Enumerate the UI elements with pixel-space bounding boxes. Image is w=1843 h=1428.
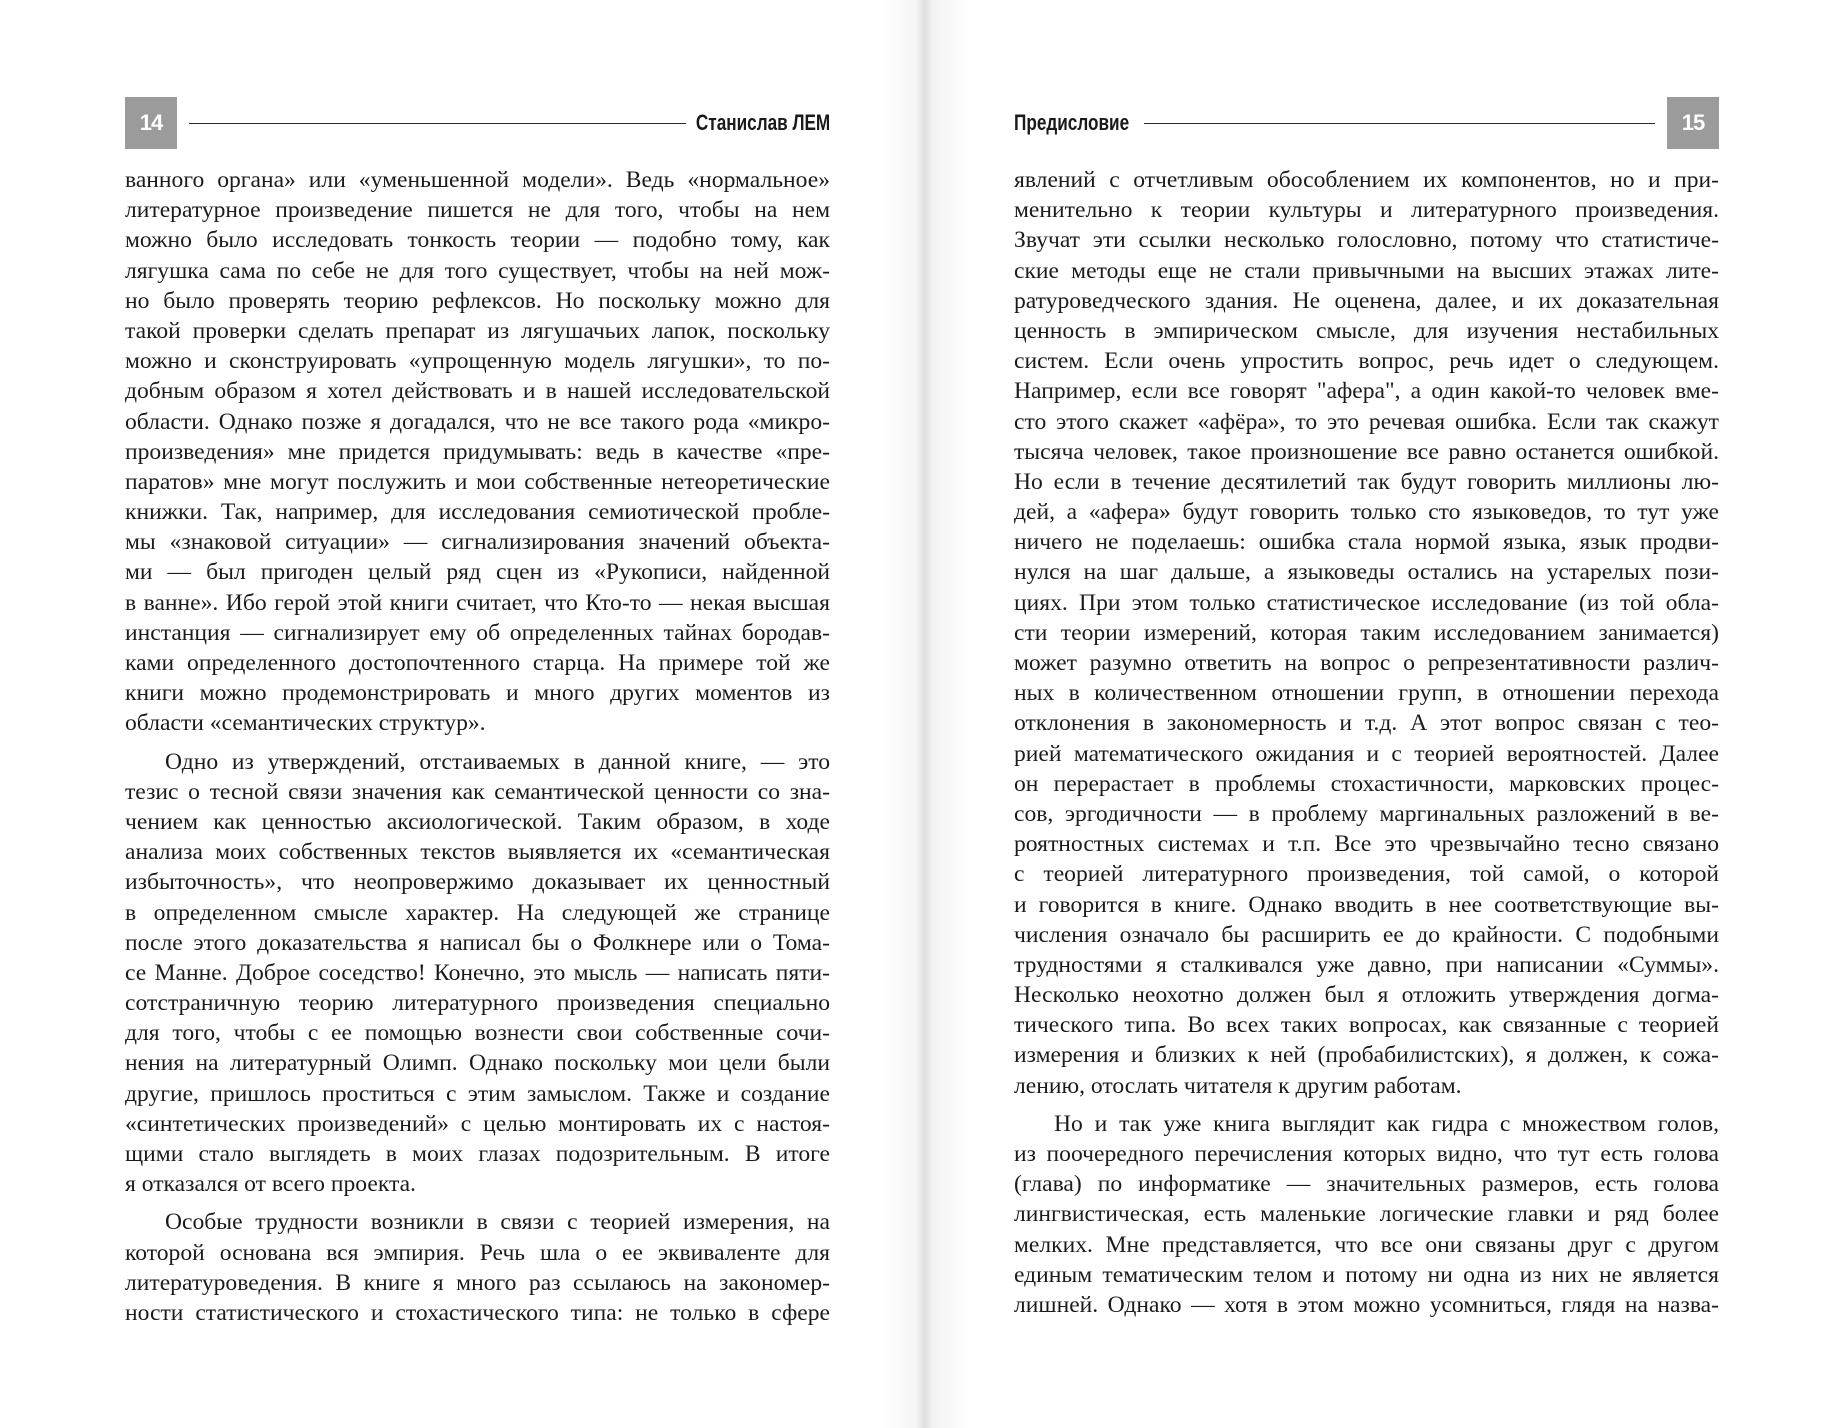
text-line: паратов» мне могут послужить и мои собственные нетеоретические <box>125 468 830 495</box>
text-line: избыточность», что неопровержимо доказывает их ценностный <box>125 869 830 896</box>
text-line: тического типа. Во всех таких вопросах, как связанные с теорией <box>1014 1012 1719 1039</box>
left-page-body <box>125 165 830 1328</box>
text-line: лингвистическая, есть маленькие логические главки и ряд более <box>1014 1201 1719 1228</box>
right-page-header <box>1014 97 1719 149</box>
text-line: систем. Если очень упростить вопрос, речь идет о следующем. <box>1014 348 1719 375</box>
right-page <box>922 0 1843 1428</box>
text-line: другие, пришлось проститься с этим замыслом. Также и создание <box>125 1080 830 1107</box>
text-line: щими стало выглядеть в моих глазах подозрительным. В итоге <box>125 1141 830 1167</box>
text-line: добным образом я хотел действовать и в нашей исследовательской <box>125 378 830 405</box>
text-line: Особые трудности возникли в связи с теорией измерения, на <box>165 1209 830 1236</box>
text-line: ценность в эмпирическом смысле, для изучения нестабильных <box>1014 317 1719 344</box>
book-gutter <box>880 0 970 1428</box>
text-line: чением как ценностью аксиологической. Таким образом, в ходе <box>125 808 830 835</box>
text-line: лишней. Однако — хотя в этом можно усомниться, глядя на назва- <box>1014 1291 1719 1318</box>
text-line: может разумно ответить на вопрос о репрезентативности различ- <box>1014 650 1719 676</box>
text-line: роятностных системах и т.п. Все это чрезвычайно тесно связано <box>1014 831 1719 858</box>
text-line: нулся на шаг дальше, а языковеды остались на устарелых пози- <box>1014 559 1719 586</box>
text-line: которой основана вся эмпирия. Речь шла о ее эквиваленте для <box>125 1239 830 1266</box>
text-line: Одно из утверждений, отстаиваемых в данной книге, — это <box>165 748 830 775</box>
text-line: «синтетических произведений» с целью монтировать их с настоя- <box>125 1110 830 1137</box>
text-line: Звучат эти ссылки несколько голословно, потому что статистиче- <box>1014 227 1719 254</box>
text-line: после этого доказательства я написал бы о Фолкнере или о Тома- <box>125 929 830 956</box>
text-line: книги можно продемонстрировать и много других моментов из <box>125 680 830 707</box>
text-line: измерения и близких к ней (пробабилистских), я должен, к сожа- <box>1014 1042 1719 1069</box>
text-line: ничего не поделаешь: ошибка стала нормой языка, язык продви- <box>1014 529 1719 556</box>
text-line: менительно к теории культуры и литературного произведения. <box>1014 197 1719 224</box>
text-line: нения на литературный Олимп. Однако поскольку мои цели были <box>125 1050 830 1077</box>
text-line: сти теории измерений, которая таким исследованием занимается) <box>1014 619 1719 646</box>
running-head-section: Предисловие <box>1014 110 1130 135</box>
text-line: ратуроведческого здания. Не оценена, далее, и их доказательная <box>1014 287 1719 314</box>
text-line: и говорится в книге. Однако вводить в нее соответствующие вы- <box>1014 891 1719 918</box>
text-line: области. Однако позже я догадался, что не все такого рода «микро- <box>125 408 830 435</box>
text-line: ванного органа» или «уменьшенной модели». Ведь «нормальное» <box>125 167 830 193</box>
text-line: области «семантических структур». <box>125 710 486 737</box>
text-line: тысяча человек, такое произношение все равно останется ошибкой. <box>1014 438 1719 465</box>
text-line: для того, чтобы с ее помощью вознести свои собственные сочи- <box>125 1020 830 1047</box>
text-line: тезис о тесной связи значения как семантической ценности со зна- <box>125 778 830 805</box>
text-line: ных в количественном отношении групп, в отношении перехода <box>1014 680 1719 707</box>
text-line: циях. При этом только статистическое исследование (из той обла- <box>1014 589 1719 616</box>
text-line: сто этого скажет «афёра», то это речевая ошибка. Если так скажут <box>1014 408 1719 435</box>
text-line: в ванне». Ибо герой этой книги считает, что Кто-то — некая высшая <box>125 589 830 616</box>
text-line: лягушка сама по себе не для того существует, чтобы на ней мож- <box>125 257 830 284</box>
page-number: 14 <box>125 97 177 149</box>
text-line: мы «знаковой ситуации» — сигнализирования значений объекта- <box>125 529 830 556</box>
header-rule <box>1144 123 1655 124</box>
text-line: единым тематическим телом и потому ни одна из них не является <box>1014 1261 1719 1288</box>
text-line: числения означало бы расширить ее до крайности. С подобными <box>1014 921 1719 948</box>
text-line: рией математического ожидания и с теорией вероятностей. Далее <box>1014 740 1719 767</box>
text-line: лению, отослать читателя к другим работам. <box>1014 1072 1462 1099</box>
text-line: такой проверки сделать препарат из лягушачьих лапок, поскольку <box>125 317 830 344</box>
running-head-author: Станислав ЛЕМ <box>695 110 830 135</box>
text-line: сов, эргодичности — в проблему маргинальных разложений в ве- <box>1014 800 1719 827</box>
text-line: инстанция — сигнализирует ему об определенных тайнах бородав- <box>125 619 830 646</box>
text-line: он перерастает в проблемы стохастичности, марковских процес- <box>1014 770 1719 797</box>
text-line: книжки. Так, например, для исследования семиотической пробле- <box>125 499 830 526</box>
text-line: (глава) по информатике — значительных размеров, есть голова <box>1014 1171 1719 1198</box>
header-rule <box>189 123 686 124</box>
text-line: ми — был пригоден целый ряд сцен из «Рукописи, найденной <box>125 559 830 586</box>
text-line: Несколько неохотно должен был я отложить утверждения догма- <box>1014 982 1719 1009</box>
text-line: ками определенного достопочтенного старца. На примере той же <box>125 650 830 676</box>
text-line: с теорией литературного произведения, той самой, о которой <box>1014 861 1719 888</box>
page-number: 15 <box>1667 97 1719 149</box>
text-line: я отказался от всего проекта. <box>125 1171 416 1198</box>
text-line: можно было исследовать тонкость теории — подобно тому, как <box>125 227 830 254</box>
text-line: отклонения в закономерность и т.д. А этот вопрос связан с тео- <box>1014 710 1719 737</box>
text-line: из поочередного перечисления которых видно, что тут есть голова <box>1014 1141 1719 1167</box>
text-line: Но если в течение десятилетий так будут говорить миллионы лю- <box>1014 468 1719 495</box>
text-line: мелких. Мне представляется, что все они связаны друг с другом <box>1014 1231 1719 1258</box>
text-line: но было проверять теорию рефлексов. Но поскольку можно для <box>125 287 830 314</box>
text-line: ские методы еще не стали привычными на высших этажах лите- <box>1014 257 1719 284</box>
text-line: дей, а «афера» будут говорить только сто языковедов, то тут уже <box>1014 499 1719 526</box>
text-line: явлений с отчетливым обособлением их компонентов, но и при- <box>1014 167 1719 193</box>
text-line: сотстраничную теорию литературного произведения специально <box>125 990 830 1017</box>
text-line: Но и так уже книга выглядит как гидра с множеством голов, <box>1054 1110 1719 1137</box>
left-page-header <box>125 97 830 149</box>
right-page-body <box>1014 165 1719 1320</box>
text-line: можно и сконструировать «упрощенную модель лягушки», то по- <box>125 348 830 375</box>
text-line: литературное произведение пишется не для того, чтобы на нем <box>125 197 830 224</box>
text-line: ности статистического и стохастического типа: не только в сфере <box>125 1299 830 1326</box>
text-line: анализа моих собственных текстов выявляется их «семантическая <box>125 839 830 866</box>
text-line: Например, если все говорят "афера", а один какой-то человек вме- <box>1014 378 1719 405</box>
text-line: се Манне. Доброе соседство! Конечно, это мысль — написать пяти- <box>125 959 830 986</box>
text-line: в определенном смысле характер. На следующей же странице <box>125 899 830 926</box>
text-line: произведения» мне придется придумывать: ведь в качестве «пре- <box>125 438 830 465</box>
text-line: литературоведения. В книге я много раз ссылаюсь на закономер- <box>125 1269 830 1296</box>
text-line: трудностями я сталкивался уже давно, при написании «Суммы». <box>1014 951 1719 978</box>
